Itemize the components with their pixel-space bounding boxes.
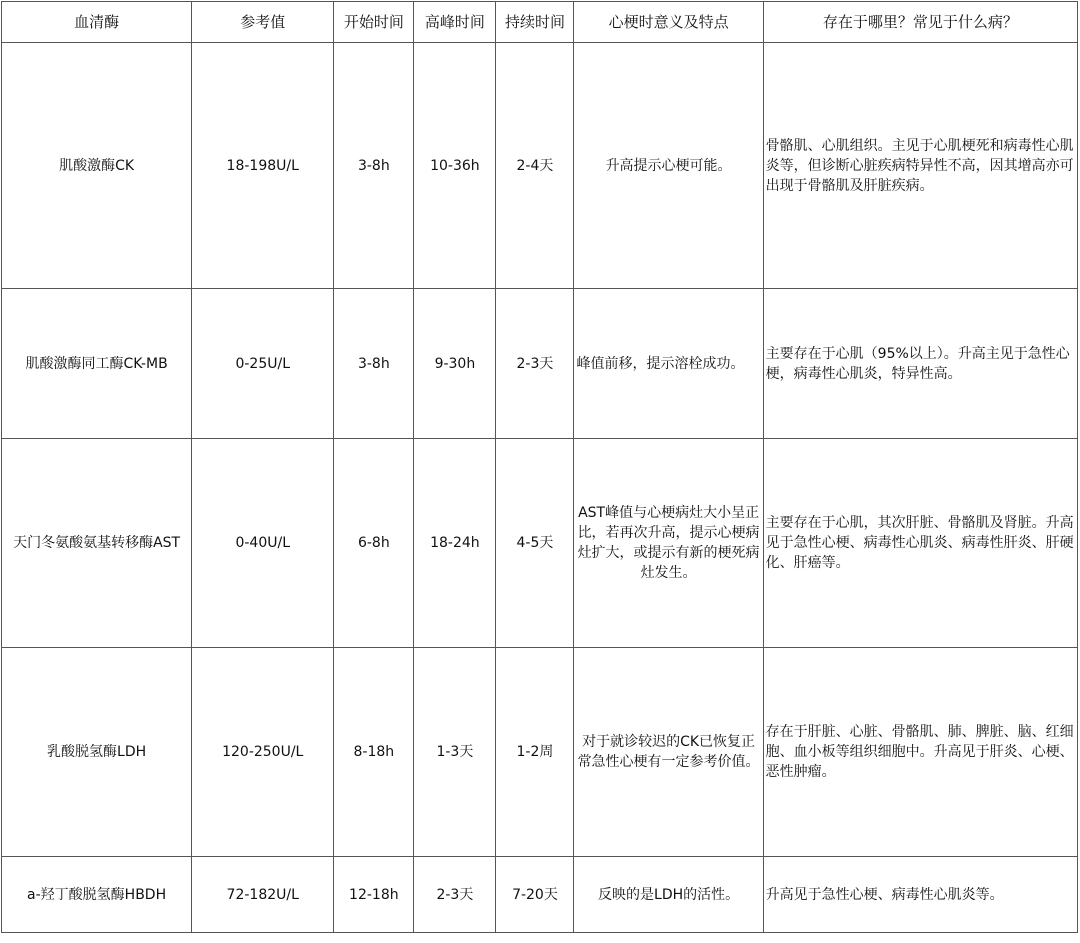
cell-significance: 峰值前移，提示溶栓成功。 bbox=[574, 289, 763, 439]
enzyme-table bbox=[1, 1, 1078, 933]
header-location: 存在于哪里？常见于什么病？ bbox=[763, 2, 1077, 43]
cell-significance: 对于就诊较迟的CK已恢复正常急性心梗有一定参考价值。 bbox=[574, 648, 763, 857]
cell-enzyme: a-羟丁酸脱氢酶HBDH bbox=[2, 857, 192, 933]
header-significance: 心梗时意义及特点 bbox=[574, 2, 763, 43]
cell-enzyme: 天门冬氨酸氨基转移酶AST bbox=[2, 439, 192, 648]
cell-duration: 2-4天 bbox=[496, 43, 574, 289]
cell-reference: 0-40U/L bbox=[192, 439, 334, 648]
cell-significance: AST峰值与心梗病灶大小呈正比，若再次升高，提示心梗病灶扩大，或提示有新的梗死病灶发生。 bbox=[574, 439, 763, 648]
table-row bbox=[2, 289, 1078, 439]
cell-onset: 3-8h bbox=[334, 43, 414, 289]
cell-significance: 反映的是LDH的活性。 bbox=[574, 857, 763, 933]
table-row bbox=[2, 857, 1078, 933]
cell-location: 升高见于急性心梗、病毒性心肌炎等。 bbox=[763, 857, 1077, 933]
cell-peak: 10-36h bbox=[414, 43, 496, 289]
cell-onset: 8-18h bbox=[334, 648, 414, 857]
header-reference: 参考值 bbox=[192, 2, 334, 43]
cell-duration: 4-5天 bbox=[496, 439, 574, 648]
cell-reference: 72-182U/L bbox=[192, 857, 334, 933]
cell-location: 存在于肝脏、心脏、骨骼肌、肺、脾脏、脑、红细胞、血小板等组织细胞中。升高见于肝炎、心梗、恶性肿瘤。 bbox=[763, 648, 1077, 857]
table-row bbox=[2, 43, 1078, 289]
table-row bbox=[2, 648, 1078, 857]
cell-enzyme: 肌酸激酶同工酶CK-MB bbox=[2, 289, 192, 439]
header-enzyme: 血清酶 bbox=[2, 2, 192, 43]
cell-peak: 9-30h bbox=[414, 289, 496, 439]
header-duration: 持续时间 bbox=[496, 2, 574, 43]
header-onset: 开始时间 bbox=[334, 2, 414, 43]
cell-significance: 升高提示心梗可能。 bbox=[574, 43, 763, 289]
cell-onset: 12-18h bbox=[334, 857, 414, 933]
cell-location: 主要存在于心肌（95%以上）。升高主见于急性心梗，病毒性心肌炎，特异性高。 bbox=[763, 289, 1077, 439]
cell-enzyme: 乳酸脱氢酶LDH bbox=[2, 648, 192, 857]
cell-reference: 120-250U/L bbox=[192, 648, 334, 857]
header-row bbox=[2, 2, 1078, 43]
cell-reference: 18-198U/L bbox=[192, 43, 334, 289]
cell-peak: 1-3天 bbox=[414, 648, 496, 857]
cell-duration: 1-2周 bbox=[496, 648, 574, 857]
cell-onset: 3-8h bbox=[334, 289, 414, 439]
cell-duration: 2-3天 bbox=[496, 289, 574, 439]
cell-peak: 2-3天 bbox=[414, 857, 496, 933]
cell-reference: 0-25U/L bbox=[192, 289, 334, 439]
header-peak: 高峰时间 bbox=[414, 2, 496, 43]
cell-location: 骨骼肌、心肌组织。主见于心肌梗死和病毒性心肌炎等，但诊断心脏疾病特异性不高，因其增高亦可出现于骨骼肌及肝脏疾病。 bbox=[763, 43, 1077, 289]
cell-location: 主要存在于心肌，其次肝脏、骨骼肌及肾脏。升高见于急性心梗、病毒性心肌炎、病毒性肝炎、肝硬化、肝癌等。 bbox=[763, 439, 1077, 648]
cell-onset: 6-8h bbox=[334, 439, 414, 648]
table-row bbox=[2, 439, 1078, 648]
cell-enzyme: 肌酸激酶CK bbox=[2, 43, 192, 289]
cell-duration: 7-20天 bbox=[496, 857, 574, 933]
cell-peak: 18-24h bbox=[414, 439, 496, 648]
